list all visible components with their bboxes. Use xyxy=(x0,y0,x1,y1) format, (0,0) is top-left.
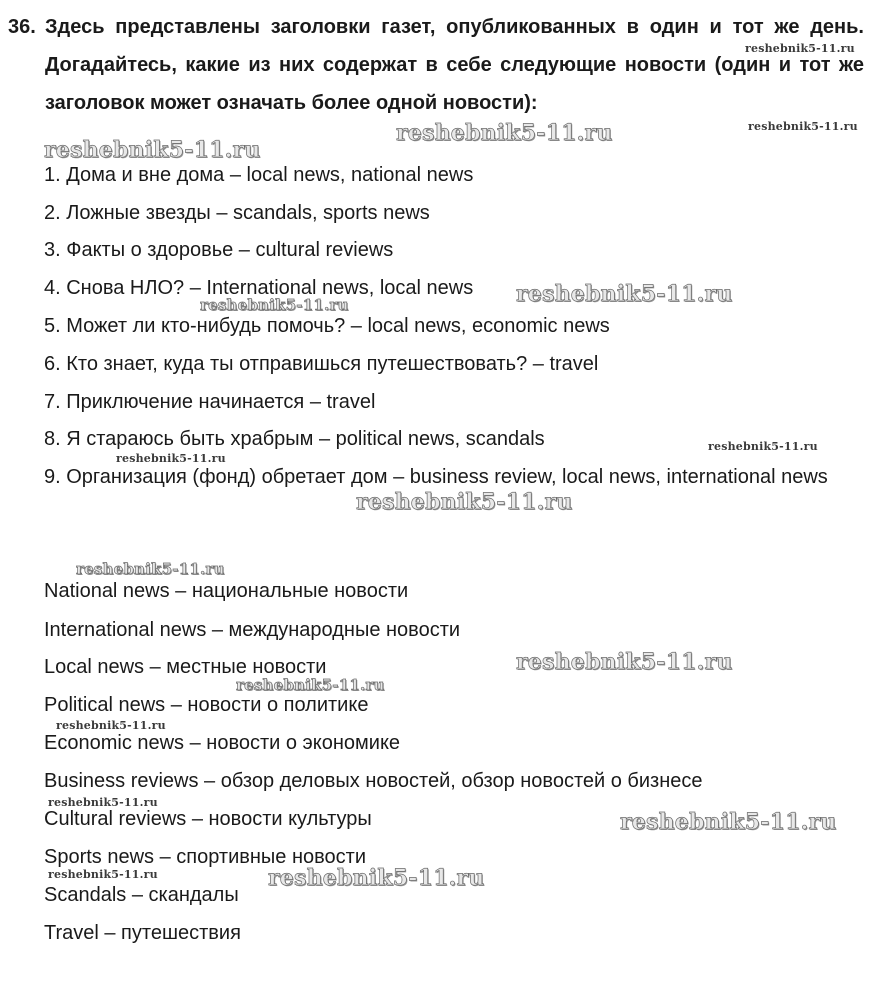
watermark: reshebnik5-11.ru xyxy=(236,676,385,694)
answer-item-1: 1. Дома и вне дома – local news, national news xyxy=(44,164,474,186)
watermark: reshebnik5-11.ru xyxy=(76,560,225,578)
watermark: reshebnik5-11.ru xyxy=(620,809,837,835)
glossary-item: Travel – путешествия xyxy=(44,922,241,944)
watermark: reshebnik5-11.ru xyxy=(200,296,349,314)
watermark: reshebnik5-11.ru xyxy=(44,137,261,163)
watermark: reshebnik5-11.ru xyxy=(745,42,855,55)
answer-item-3: 3. Факты о здоровье – cultural reviews xyxy=(44,239,394,261)
watermark: reshebnik5-11.ru xyxy=(356,489,573,515)
answer-item-5: 5. Может ли кто-нибудь помочь? – local news, economic news xyxy=(44,315,610,337)
glossary-item: Economic news – новости о экономике xyxy=(44,732,401,754)
glossary-item: Business reviews – обзор деловых новостей, обзор новостей о бизнесе xyxy=(44,770,703,792)
watermark: reshebnik5-11.ru xyxy=(48,868,158,881)
answer-item-6: 6. Кто знает, куда ты отправишься путешествовать? – travel xyxy=(44,353,599,375)
answer-item-4: 4. Снова НЛО? – International news, local news xyxy=(44,277,474,299)
watermark: reshebnik5-11.ru xyxy=(56,719,166,732)
glossary-item: Sports news – спортивные новости xyxy=(44,846,367,868)
task-number: 36. xyxy=(8,16,36,38)
task-text: Здесь представлены заголовки газет, опубликованных в один и тот же день. Догадайтесь, какие из них содержат в себе следующие новости (один и тот же заголовок может означать более одной новости): xyxy=(45,16,864,114)
glossary-item: National news – национальные новости xyxy=(44,580,409,602)
watermark: reshebnik5-11.ru xyxy=(708,440,818,453)
watermark: reshebnik5-11.ru xyxy=(268,865,485,891)
answer-item-2: 2. Ложные звезды – scandals, sports news xyxy=(44,202,430,224)
answer-item-8: 8. Я стараюсь быть храбрым – political news, scandals xyxy=(44,428,545,450)
glossary-item: Local news – местные новости xyxy=(44,656,327,678)
watermark: reshebnik5-11.ru xyxy=(748,120,858,133)
answer-item-7: 7. Приключение начинается – travel xyxy=(44,391,376,413)
glossary-item: Political news – новости о политике xyxy=(44,694,369,716)
watermark: reshebnik5-11.ru xyxy=(48,796,158,809)
watermark: reshebnik5-11.ru xyxy=(396,120,613,146)
glossary-item: Cultural reviews – новости культуры xyxy=(44,808,372,830)
watermark: reshebnik5-11.ru xyxy=(116,452,226,465)
task-heading xyxy=(8,8,864,122)
glossary-item: Scandals – скандалы xyxy=(44,884,239,906)
answer-item-9: 9. Организация (фонд) обретает дом – business review, local news, international news xyxy=(44,466,828,488)
glossary-item: International news – международные новости xyxy=(44,619,461,641)
watermark: reshebnik5-11.ru xyxy=(516,649,733,675)
watermark: reshebnik5-11.ru xyxy=(516,281,733,307)
